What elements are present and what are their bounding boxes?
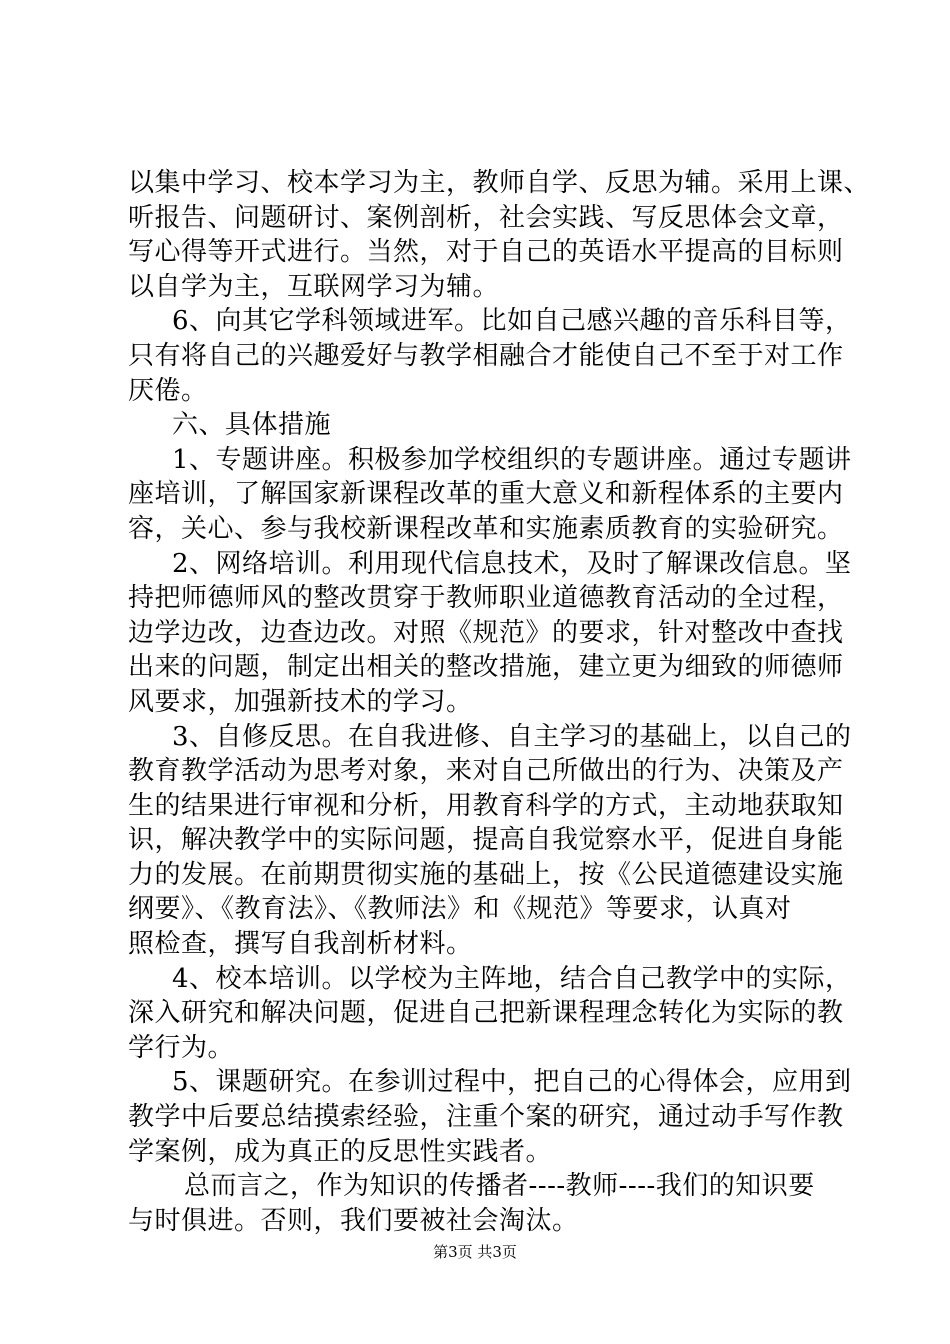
text-line: 厌倦。 — [128, 375, 208, 406]
text-line: 力的发展。在前期贯彻实施的基础上，按《公民道德建设实施 — [128, 859, 844, 890]
text-line: 2、网络培训。利用现代信息技术，及时了解课改信息。坚 — [172, 548, 852, 579]
text-line: 容，关心、参与我校新课程改革和实施素质教育的实验研究。 — [128, 513, 844, 544]
text-line: 6、向其它学科领域进军。比如自己感兴趣的音乐科目等， — [172, 306, 852, 337]
text-line: 教育教学活动为思考对象，来对自己所做出的行为、决策及产 — [128, 756, 844, 787]
text-line: 识，解决教学中的实际问题，提高自我觉察水平，促进自身能 — [128, 825, 844, 856]
text-line: 5、课题研究。在参训过程中，把自己的心得体会，应用到 — [172, 1067, 852, 1098]
text-line: 写心得等开式进行。当然，对于自己的英语水平提高的目标则 — [128, 237, 844, 268]
text-line: 座培训，了解国家新课程改革的重大意义和新程体系的主要内 — [128, 479, 844, 510]
text-line: 学案例，成为真正的反思性实践者。 — [128, 1136, 553, 1167]
text-line: 生的结果进行审视和分析，用教育科学的方式，主动地获取知 — [128, 790, 844, 821]
text-line: 持把师德师风的整改贯穿于教师职业道德教育活动的全过程， — [128, 583, 844, 614]
page-number-footer: 第3页 共3页 — [433, 1243, 517, 1261]
text-line: 以自学为主，互联网学习为辅。 — [128, 271, 500, 302]
text-line: 只有将自己的兴趣爱好与教学相融合才能使自己不至于对工作 — [128, 340, 844, 371]
text-line: 总而言之，作为知识的传播者----教师----我们的知识要 — [184, 1171, 815, 1202]
text-line: 深入研究和解决问题，促进自己把新课程理念转化为实际的教 — [128, 998, 844, 1029]
text-line: 与时俱进。否则，我们要被社会淘汰。 — [128, 1205, 579, 1236]
document-body — [128, 166, 871, 1238]
text-line: 以集中学习、校本学习为主，教师自学、反思为辅。采用上课、 — [128, 168, 871, 198]
text-line: 1、专题讲座。积极参加学校组织的专题讲座。通过专题讲 — [172, 444, 852, 475]
text-line: 听报告、问题研讨、案例剖析，社会实践、写反思体会文章， — [128, 202, 844, 233]
text-line: 学行为。 — [128, 1032, 235, 1063]
text-line: 纲要》、《教育法》、《教师法》和《规范》等要求，认真对 — [128, 894, 792, 925]
section-heading: 六、具体措施 — [172, 410, 332, 441]
text-line: 3、自修反思。在自我进修、自主学习的基础上，以自己的 — [172, 721, 852, 752]
text-line: 出来的问题，制定出相关的整改措施，建立更为细致的师德师 — [128, 652, 844, 683]
text-line: 教学中后要总结摸索经验，注重个案的研究，通过动手写作教 — [128, 1102, 844, 1133]
text-line: 边学边改，边查边改。对照《规范》的要求，针对整改中查找 — [128, 617, 844, 648]
text-line: 照检查，撰写自我剖析材料。 — [128, 929, 473, 960]
text-line: 风要求，加强新技术的学习。 — [128, 686, 473, 717]
text-line: 4、校本培训。以学校为主阵地，结合自己教学中的实际， — [172, 963, 852, 994]
